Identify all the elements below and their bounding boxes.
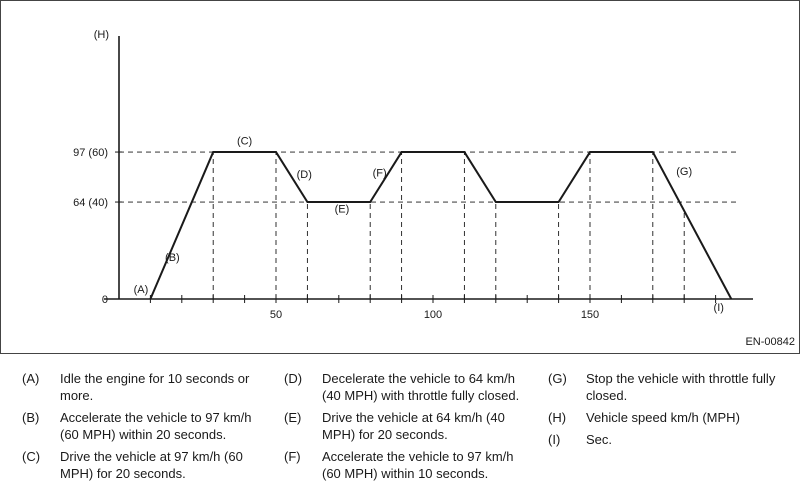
legend-text: Drive the vehicle at 97 km/h (60 MPH) for 20 seconds.: [60, 449, 243, 481]
legend-key: (F): [284, 449, 301, 464]
y-axis-marker: (H): [93, 29, 109, 41]
x-tick-label: 100: [423, 309, 443, 321]
legend-item-a: [22, 370, 272, 404]
segment-label: (C): [236, 135, 253, 148]
segment-label: (D): [296, 168, 312, 181]
legend-column-3: [548, 370, 798, 453]
legend-key: (C): [22, 449, 41, 464]
x-tick-label: 150: [580, 309, 600, 321]
segment-label: (F): [372, 167, 387, 180]
legend-item-i: [548, 431, 798, 448]
legend-item-g: [548, 370, 798, 404]
speed-profile-line: [150, 152, 731, 299]
legend-item-f: [284, 448, 534, 482]
legend-key: (A): [22, 371, 40, 386]
segment-label: (I): [713, 302, 724, 315]
legend-text: Drive the vehicle at 64 km/h (40 MPH) for 20 seconds.: [322, 410, 505, 442]
x-tick-label: 50: [269, 309, 283, 321]
legend-key: (G): [548, 371, 567, 386]
legend-text: Sec.: [586, 432, 613, 447]
segment-label: (G): [676, 165, 693, 178]
legend-item-b: [22, 409, 272, 443]
y-tick-label: 97 (60): [73, 147, 108, 160]
legend-text: Idle the engine for 10 seconds or more.: [60, 371, 250, 403]
legend-key: (H): [548, 410, 567, 425]
legend-key: (I): [548, 432, 561, 447]
legend-text: Accelerate the vehicle to 97 km/h (60 MPH) within 20 seconds.: [60, 410, 252, 442]
legend-text: Accelerate the vehicle to 97 km/h (60 MPH) within 10 seconds.: [322, 449, 514, 481]
legend-text: Stop the vehicle with throttle fully closed.: [586, 371, 776, 403]
legend-key: (E): [284, 410, 302, 425]
figure-code: EN-00842: [745, 336, 795, 348]
y-tick-label: 0: [101, 294, 108, 306]
y-tick-label: 64 (40): [73, 197, 108, 210]
legend-text: Decelerate the vehicle to 64 km/h (40 MPH) with throttle fully closed.: [322, 371, 520, 403]
legend-column-2: [284, 370, 534, 487]
legend-column-1: [22, 370, 272, 487]
legend-key: (B): [22, 410, 40, 425]
legend-item-e: [284, 409, 534, 443]
segment-label: (E): [334, 203, 350, 216]
legend-item-d: [284, 370, 534, 404]
legend-text: Vehicle speed km/h (MPH): [586, 410, 740, 425]
legend-key: (D): [284, 371, 303, 386]
segment-label: (A): [133, 283, 149, 296]
legend-item-h: [548, 409, 798, 426]
segment-label: (B): [165, 252, 180, 265]
legend-item-c: [22, 448, 272, 482]
